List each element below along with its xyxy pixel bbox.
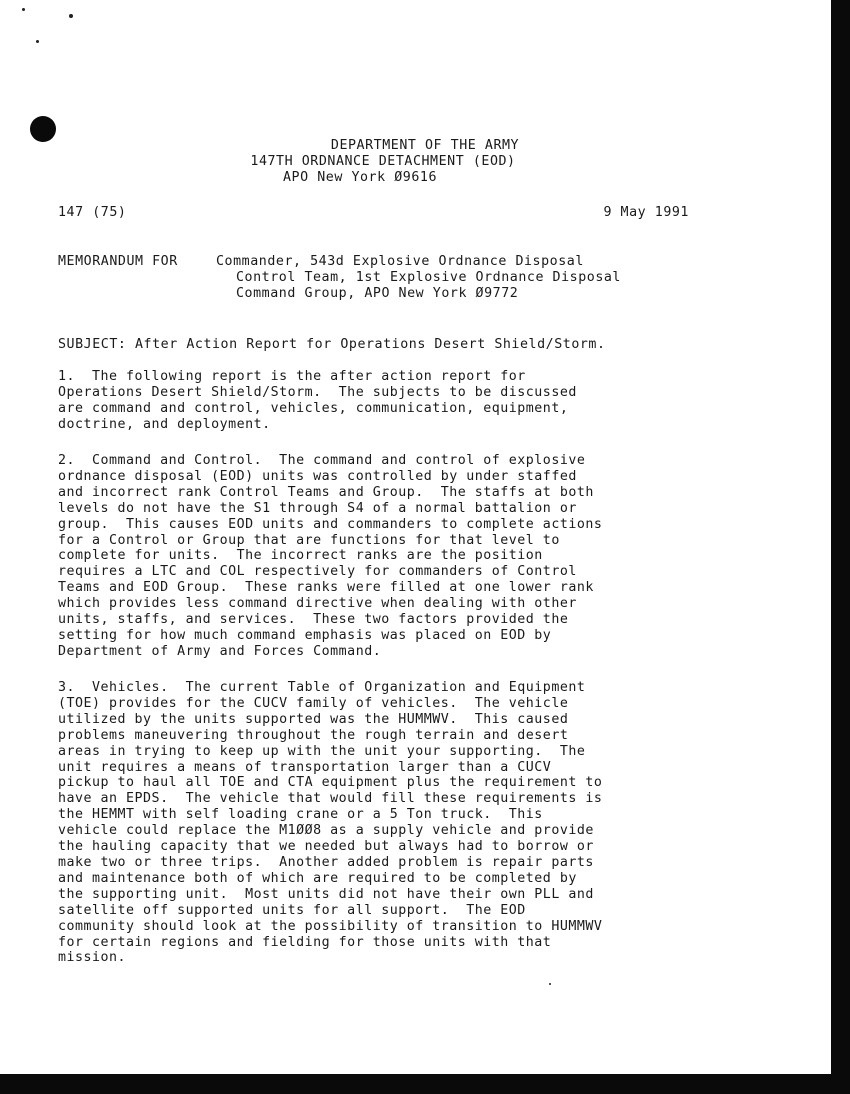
paragraph-line: the HEMMT with self loading crane or a 5 Ton truck. This [58, 807, 543, 823]
scan-speck [69, 14, 73, 18]
paragraph-1 [58, 369, 698, 433]
memo-date: 9 May 1991 [603, 205, 689, 220]
letterhead-unit: 147TH ORDNANCE DETACHMENT (EOD) [250, 154, 516, 169]
paragraph-line: requires a LTC and COL respectively for commanders of Control [58, 564, 577, 580]
scan-speck [22, 8, 25, 11]
paragraph-line: have an EPDS. The vehicle that would fill these requirements is [58, 791, 603, 807]
subject-line: SUBJECT: After Action Report for Operations Desert Shield/Storm. [58, 337, 606, 352]
paragraph-line: problems maneuvering throughout the rough terrain and desert [58, 727, 569, 743]
paragraph-line: Teams and EOD Group. These ranks were filled at one lower rank [58, 580, 594, 596]
paragraph-3-vehicles [58, 680, 698, 966]
paragraph-line: and incorrect rank Control Teams and Group. The staffs at both [58, 484, 594, 500]
paragraph-line: 2. Command and Control. The command and control of explosive [58, 453, 586, 468]
paragraph-line: Department of Army and Forces Command. [58, 643, 382, 659]
paragraph-line: areas in trying to keep up with the unit your supporting. The [58, 743, 586, 759]
paragraph-line: utilized by the units supported was the HUMMWV. This caused [58, 711, 569, 727]
paragraph-line: 3. Vehicles. The current Table of Organization and Equipment [58, 680, 586, 695]
paragraph-line: doctrine, and deployment. [58, 416, 271, 432]
paragraph-line: the hauling capacity that we needed but always had to borrow or [58, 839, 594, 855]
paragraph-line: Operations Desert Shield/Storm. The subjects to be discussed [58, 384, 577, 400]
addressee-line-3: Command Group, APO New York Ø9772 [236, 286, 519, 301]
paragraph-line: group. This causes EOD units and commanders to complete actions [58, 516, 603, 532]
paragraph-line: satellite off supported units for all support. The EOD [58, 902, 526, 918]
reference-number: 147 (75) [58, 205, 127, 220]
paragraph-line: units, staffs, and services. These two factors provided the [58, 612, 569, 628]
addressee-line-2: Control Team, 1st Explosive Ordnance Disposal [236, 270, 621, 285]
paragraph-line: pickup to haul all TOE and CTA equipment plus the requirement to [58, 775, 603, 791]
memorandum-for-label: MEMORANDUM FOR [58, 254, 178, 269]
letterhead-department: DEPARTMENT OF THE ARMY [330, 138, 520, 153]
paragraph-line: complete for units. The incorrect ranks are the position [58, 548, 543, 564]
paragraph-line: make two or three trips. Another added problem is repair parts [58, 854, 594, 870]
paragraph-line: 1. The following report is the after action report for [58, 369, 526, 384]
paragraph-line: the supporting unit. Most units did not have their own PLL and [58, 886, 594, 902]
paragraph-line: are command and control, vehicles, communication, equipment, [58, 400, 569, 416]
paragraph-line: for certain regions and fielding for those units with that [58, 934, 552, 950]
paragraph-line: which provides less command directive when dealing with other [58, 596, 577, 612]
addressee-line-1: Commander, 543d Explosive Ordnance Disposal [216, 254, 584, 269]
letterhead-address: APO New York Ø9616 [283, 170, 437, 185]
scan-speck [549, 983, 551, 985]
scan-border-right [831, 0, 850, 1094]
paragraph-line: and maintenance both of which are required to be completed by [58, 870, 577, 886]
paragraph-line: mission. [58, 950, 127, 966]
paragraph-line: levels do not have the S1 through S4 of a normal battalion or [58, 500, 577, 516]
paragraph-line: vehicle could replace the M1ØØ8 as a supply vehicle and provide [58, 823, 594, 839]
paragraph-line: community should look at the possibility of transition to HUMMWV [58, 918, 603, 934]
paragraph-line: (TOE) provides for the CUCV family of vehicles. The vehicle [58, 695, 569, 711]
scan-border-bottom [0, 1074, 850, 1094]
scan-speck [36, 40, 39, 43]
paragraph-line: ordnance disposal (EOD) units was controlled by under staffed [58, 468, 577, 484]
paragraph-line: unit requires a means of transportation larger than a CUCV [58, 759, 552, 775]
paragraph-line: for a Control or Group that are functions for that level to [58, 532, 560, 548]
paragraph-2-command-and-control [58, 453, 698, 660]
paragraph-line: setting for how much command emphasis was placed on EOD by [58, 627, 552, 643]
